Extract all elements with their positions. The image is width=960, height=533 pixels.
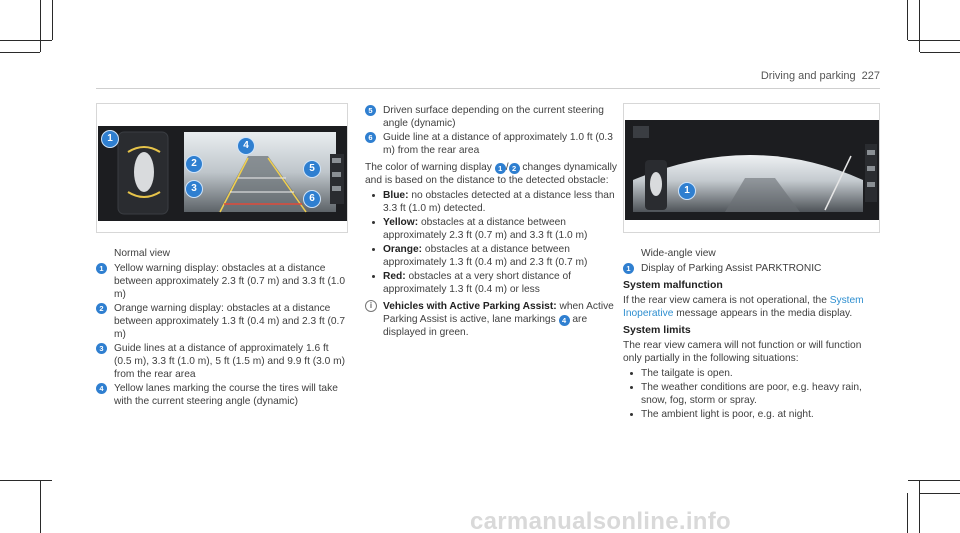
callout-3: 3 (185, 180, 203, 198)
legend-number: 1 (96, 263, 107, 274)
figure-caption: Wide-angle view (641, 248, 716, 259)
separator: / (505, 162, 509, 173)
page-number: 227 (861, 70, 880, 82)
legend-text: Guide lines at a distance of approximately 1.6 ft (0.5 m), 3.3 ft (1.0 m), 5 ft (1.5 m) and 9.9 ft (3.0 m) from the rear area (114, 343, 345, 380)
note-label: Vehicles with Active Parking Assist: (383, 301, 557, 312)
crop-mark (907, 493, 908, 533)
camera-screen (625, 120, 879, 220)
crop-mark (40, 0, 41, 52)
crop-mark (52, 0, 53, 40)
crop-mark (919, 0, 920, 52)
legend-item (96, 382, 348, 408)
legend-text: Orange warning display: obstacles at a distance between approximately 1.3 ft (0.4 m) and 2.3 ft (0.7 m) (114, 303, 346, 340)
info-note (365, 300, 617, 339)
crop-mark (908, 40, 960, 41)
figure-normal-view (96, 103, 348, 233)
column-2 (365, 104, 617, 339)
legend-number: 1 (623, 263, 634, 274)
legend-number: 5 (365, 105, 376, 116)
note-text: when Active Parking Assist is active, lane markings (383, 301, 614, 325)
crop-mark (907, 0, 908, 40)
legend-text: Yellow warning display: obstacles at a distance between approximately 2.3 ft (0.7 m) and 3.3 ft (1.0 m) (114, 263, 346, 300)
paragraph-text: changes dynamically and is based on the distance to the detected obstacle: (365, 162, 617, 186)
crop-mark (920, 493, 960, 494)
legend-number: 6 (365, 132, 376, 143)
bullet-item: The tailgate is open. (623, 367, 880, 380)
bullet-item (365, 243, 617, 269)
paragraph-text: message appears in the media display. (676, 308, 853, 319)
limits-paragraph: The rear view camera will not function or will function only partially in the following situations: (623, 340, 862, 364)
crop-mark (0, 480, 52, 481)
crop-mark (0, 52, 40, 53)
crop-mark (908, 480, 960, 481)
bullet-item (365, 270, 617, 296)
bullet-text: obstacles at a very short distance of approximately 1.3 ft (0.4 m) or less (383, 271, 572, 295)
bullet-label: Red: (383, 271, 406, 282)
heading-system-malfunction: System malfunction (623, 279, 723, 291)
heading-system-limits: System limits (623, 324, 691, 336)
header-divider (96, 88, 880, 89)
callout-5: 5 (303, 160, 321, 178)
bullet-label: Blue: (383, 190, 409, 201)
legend-number: 3 (96, 343, 107, 354)
bullet-text: obstacles at a distance between approximately 1.3 ft (0.4 m) and 2.3 ft (0.7 m) (383, 244, 588, 268)
camera-image (625, 120, 879, 220)
paragraph-text: The color of warning display (365, 162, 492, 173)
crop-mark (0, 40, 52, 41)
legend-item (623, 262, 880, 275)
inline-number: 4 (559, 315, 570, 326)
bullet-item: The weather conditions are poor, e.g. heavy rain, snow, fog, storm or spray. (623, 381, 880, 407)
bullet-text: obstacles at a distance between approximately 2.3 ft (0.7 m) and 3.3 ft (1.0 m) (383, 217, 588, 241)
info-icon: i (365, 300, 377, 312)
callout-6: 6 (303, 190, 321, 208)
note-text: are displayed in green. (383, 314, 588, 338)
crop-mark (919, 480, 920, 533)
paragraph-text: If the rear view camera is not operational, the (623, 295, 827, 306)
bullet-label: Orange: (383, 244, 423, 255)
system-inoperative-message: System Inoperative (623, 295, 864, 319)
crop-mark (920, 52, 960, 53)
page-header (761, 70, 880, 82)
watermark: carmanualsonline.info (470, 508, 732, 533)
legend-text: Yellow lanes marking the course the tires will take with the current steering angle (dynamic) (114, 383, 338, 407)
section-title: Driving and parking (760, 70, 856, 82)
legend-item (96, 302, 348, 341)
figure-wide-angle-view (623, 103, 880, 233)
inline-number: 1 (495, 163, 506, 174)
malfunction-paragraph (623, 294, 880, 320)
legend-number: 2 (96, 303, 107, 314)
legend-number: 4 (96, 383, 107, 394)
inline-number: 2 (509, 163, 520, 174)
bullet-text: no obstacles detected at a distance less than 3.3 ft (1.0 m) detected. (383, 190, 615, 214)
column-3 (623, 247, 880, 422)
callout-1: 1 (101, 130, 119, 148)
legend-item (365, 104, 617, 130)
legend-item (96, 342, 348, 381)
bullet-item (365, 216, 617, 242)
warning-color-paragraph (365, 161, 617, 187)
legend-item (365, 131, 617, 157)
legend-text: Display of Parking Assist PARKTRONIC (641, 263, 822, 274)
bullet-item (365, 189, 617, 215)
callout-2: 2 (185, 155, 203, 173)
callout-4: 4 (237, 137, 255, 155)
callout-1: 1 (678, 182, 696, 200)
figure-caption: Normal view (114, 248, 171, 259)
legend-text: Guide line at a distance of approximately 1.0 ft (0.3 m) from the rear area (383, 132, 613, 156)
legend-item (96, 262, 348, 301)
bullet-item: The ambient light is poor, e.g. at night. (623, 408, 880, 421)
column-1 (96, 247, 348, 409)
crop-mark (40, 480, 41, 533)
bullet-label: Yellow: (383, 217, 419, 228)
legend-text: Driven surface depending on the current steering angle (dynamic) (383, 105, 604, 129)
